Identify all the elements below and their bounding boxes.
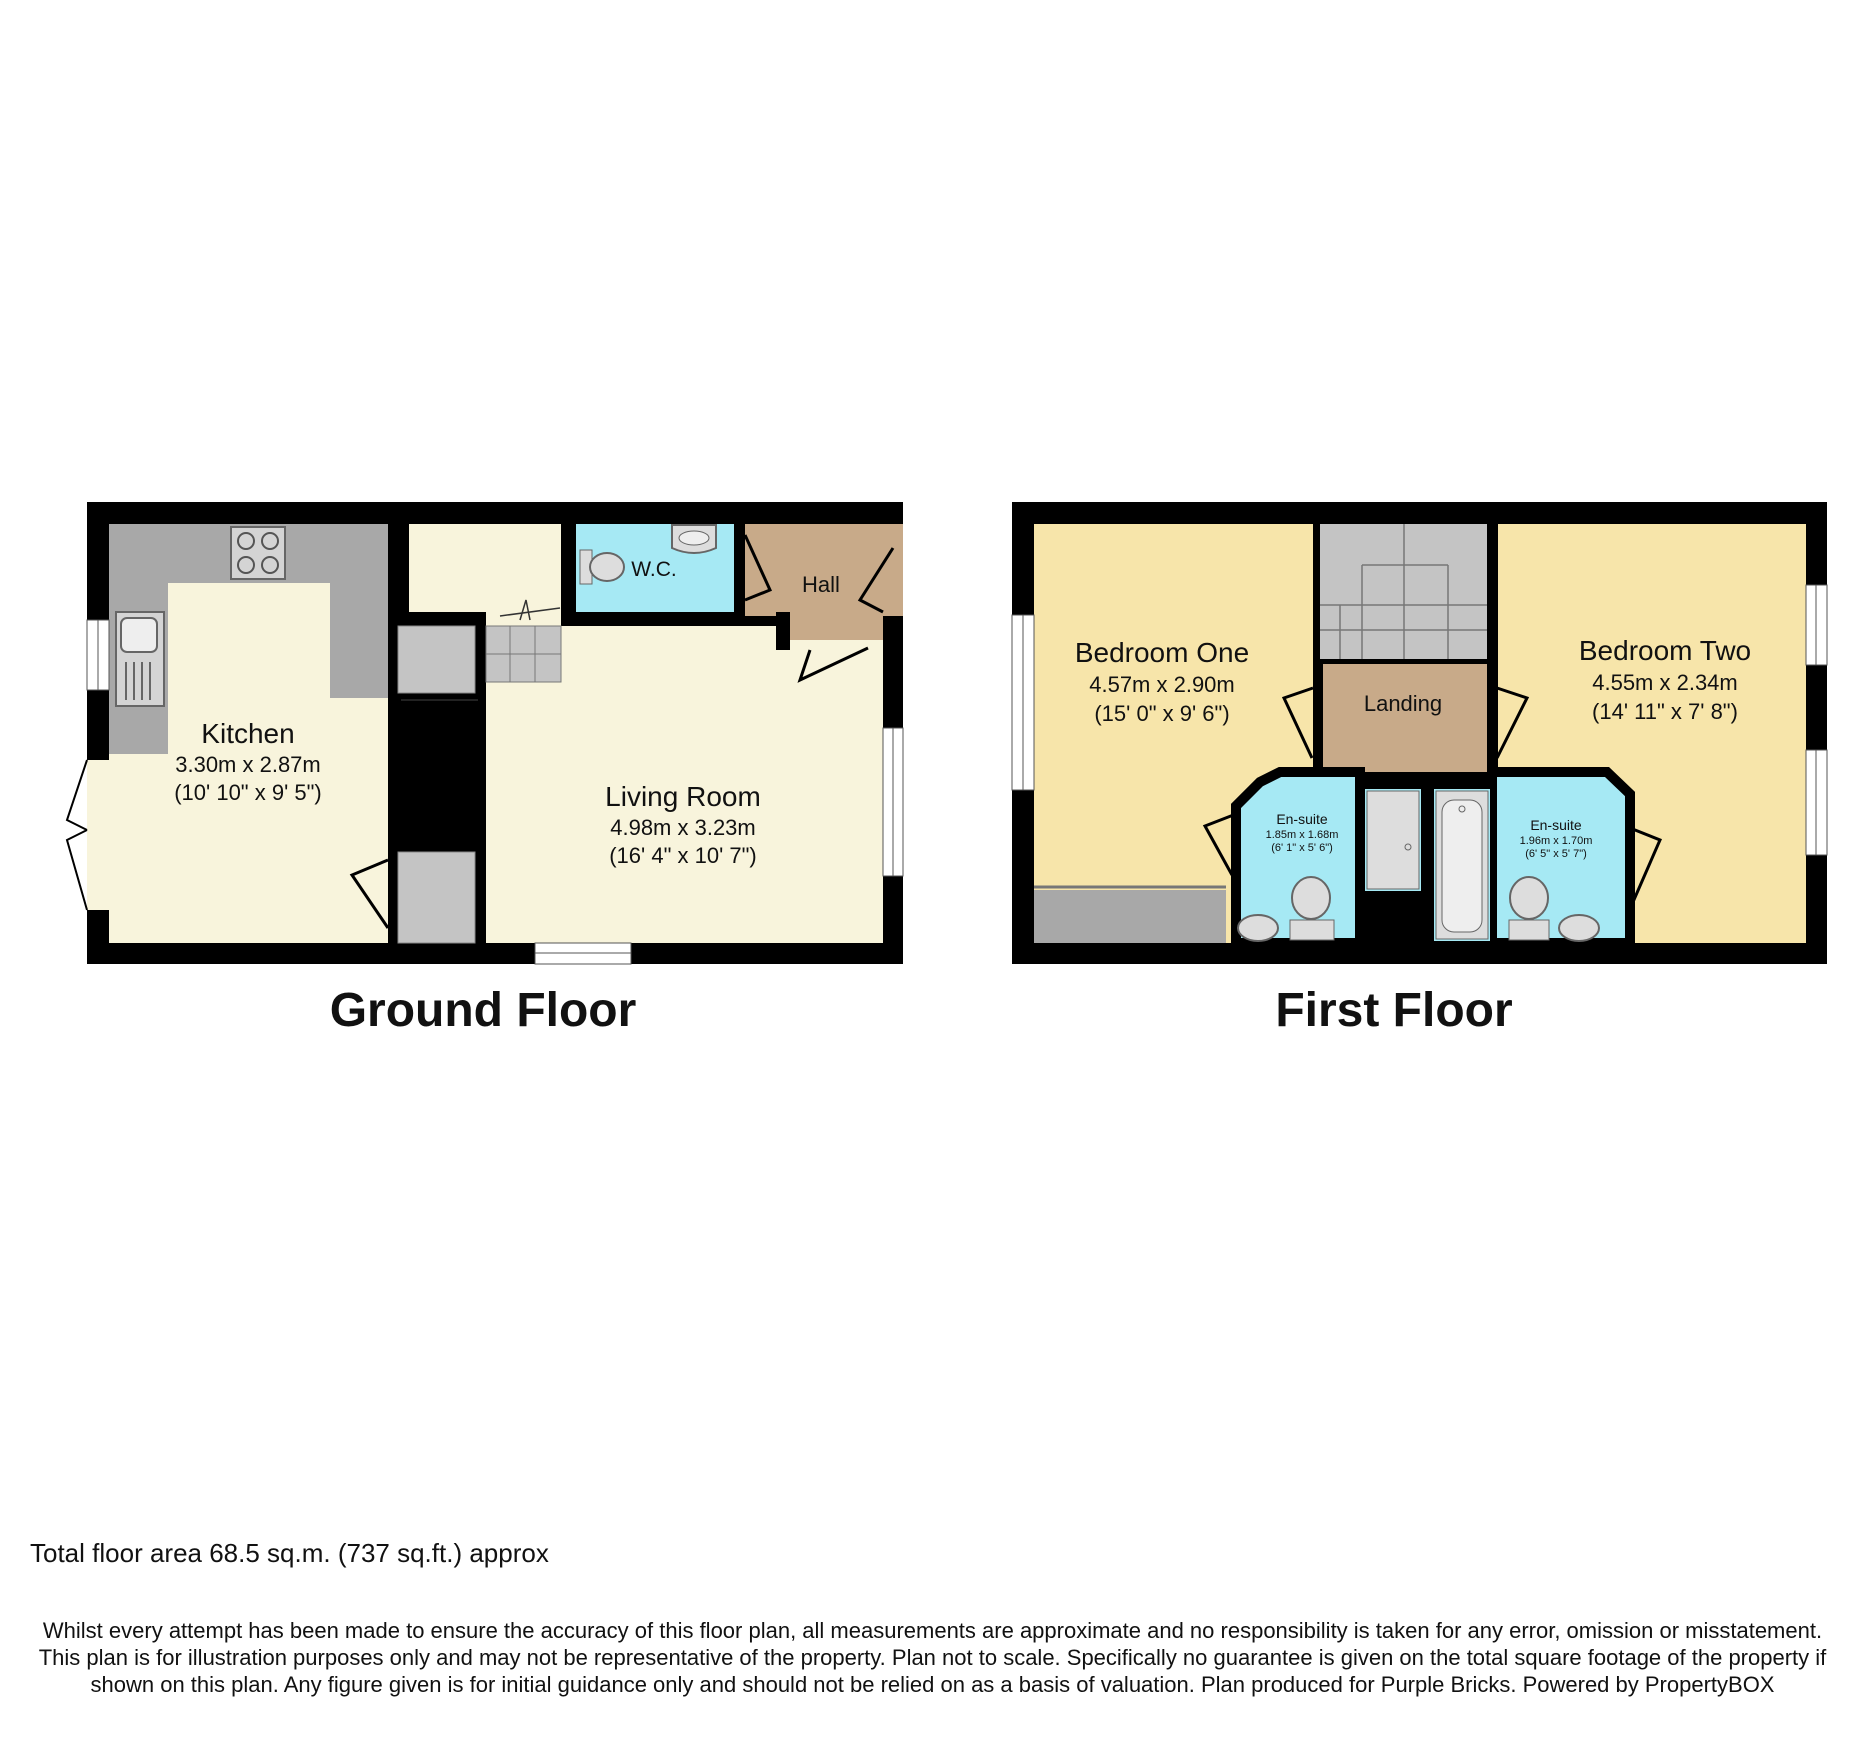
toilet-icon (1509, 877, 1549, 940)
ensuite-one-imperial: (6' 1" x 5' 6") (1271, 842, 1333, 854)
living-room-imperial: (16' 4" x 10' 7") (609, 843, 757, 868)
basin-icon (1238, 915, 1278, 941)
disclaimer-text: Whilst every attempt has been made to ensure the accuracy of this floor plan, all measurements are approximate and no responsibility is taken for any error, omission or misstatement. This plan is for illustration purposes only and may not be representative of the property. Plan not to scale. Specifically no guarantee is given on the total square footage of the property if shown on this plan. Any figure given is for initial guidance only and should not be relied on as a basis of valuation. Plan produced for Purple Bricks. Powered by PropertyBOX (38, 1618, 1827, 1697)
ensuite-one-label: En-suite (1276, 811, 1328, 827)
bedroom-two-label: Bedroom Two (1578, 635, 1752, 666)
wc-label: W.C. (631, 558, 677, 581)
kitchen-metric: 3.30m x 2.87m (175, 752, 321, 777)
wardrobe (1034, 890, 1226, 943)
landing-label: Landing (1363, 691, 1443, 716)
hob-icon (231, 527, 285, 579)
bedroom-two-imperial: (14' 11" x 7' 8") (1592, 699, 1738, 724)
kitchen-label: Kitchen (201, 718, 295, 749)
cupboard (398, 626, 475, 693)
ensuite-one-metric: 1.85m x 1.68m (1265, 829, 1339, 841)
landing-area (1323, 664, 1487, 772)
bedroom-one-label: Bedroom One (1074, 637, 1250, 668)
sink-icon (116, 612, 164, 706)
kitchen-imperial: (10' 10" x 9' 5") (174, 780, 322, 805)
ensuite-two-label: En-suite (1530, 817, 1582, 833)
living-room-metric: 4.98m x 3.23m (610, 815, 756, 840)
bedroom-one-metric: 4.57m x 2.90m (1089, 672, 1235, 697)
ensuite-two-metric: 1.96m x 1.70m (1519, 835, 1593, 847)
ensuite-two-imperial: (6' 5" x 5' 7") (1525, 848, 1587, 860)
bedroom-two-metric: 4.55m x 2.34m (1592, 670, 1738, 695)
shower-icon (1367, 791, 1419, 889)
basin-icon (672, 525, 716, 553)
total-floor-area: Total floor area 68.5 sq.m. (737 sq.ft.) approx (30, 1538, 549, 1568)
ground-floor-plan (67, 502, 903, 964)
hall-label: Hall (802, 572, 840, 597)
first-floor-plan (1012, 502, 1827, 964)
bedroom-one-imperial: (15' 0" x 9' 6") (1094, 701, 1230, 726)
toilet-icon (1290, 877, 1334, 940)
first-floor-title: First Floor (1275, 984, 1513, 1037)
ground-floor-title: Ground Floor (329, 984, 637, 1037)
basin-icon (1559, 915, 1599, 941)
cupboard (398, 852, 475, 943)
toilet-icon (580, 550, 624, 584)
living-room-label: Living Room (605, 781, 761, 812)
